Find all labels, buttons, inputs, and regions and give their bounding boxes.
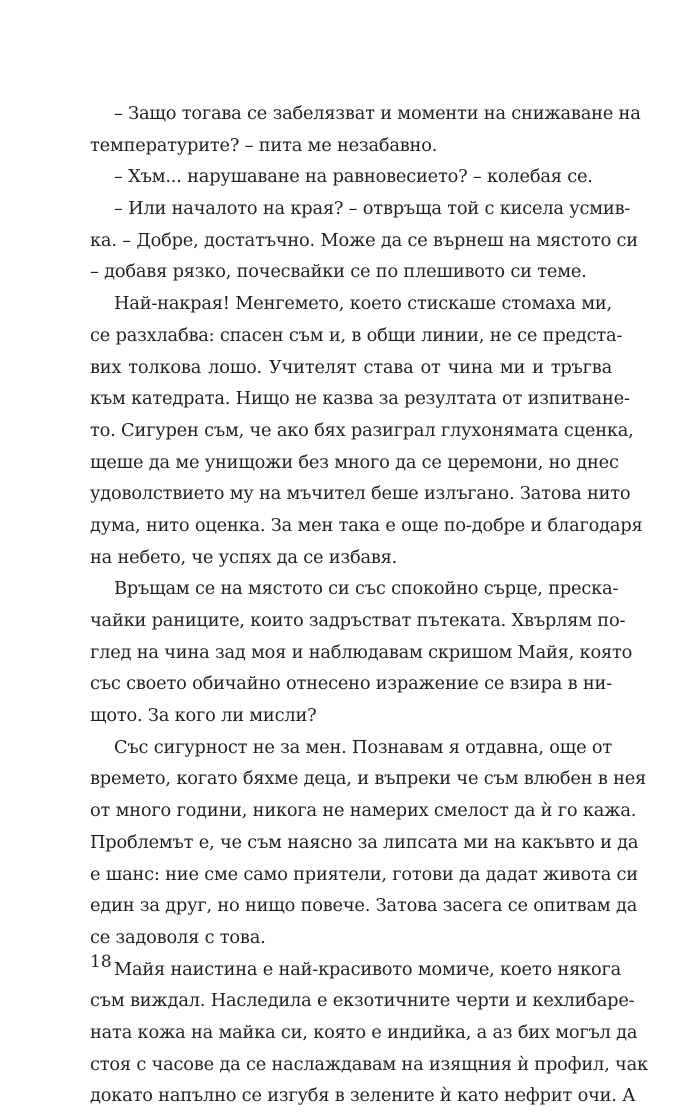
text-line: удоволствието му на мъчител беше излъгано. Затова нито — [90, 483, 631, 505]
text-line: със своето обичайно отнесено изражение се взира в ни- — [90, 673, 612, 695]
text-line: то. Сигурен съм, че ако бях разиграл глухонямата сценка, — [90, 419, 634, 441]
text-line: е шанс: ние сме само приятели, готови да дадат живота си — [90, 863, 638, 885]
text-line: Майя наистина е най-красивото момиче, което някога — [114, 958, 622, 980]
text-line: един за друг, но нищо повече. Затова засега се опитвам да — [90, 895, 638, 917]
text-line: глед на чина зад моя и наблюдавам скришом Майя, която — [90, 641, 633, 663]
text-line: вих толкова лошо. Учителят става от чина ми и тръгва — [90, 356, 612, 378]
text-line: – Или началото на края? – отвръща той с кисела усмив- — [114, 198, 631, 220]
text-line: на небето, че успях да се избавя. — [90, 546, 398, 568]
text-line: от много години, никога не намерих смелост да ѝ го кажа. — [90, 800, 637, 822]
body-text — [90, 98, 648, 1112]
text-line: – Хъм... нарушаване на равновесието? – колебая се. — [114, 166, 593, 188]
text-line: ка. – Добре, достатъчно. Може да се върнеш на мястото си — [90, 229, 638, 251]
text-line: стоя с часове да се наслаждавам на изящния ѝ профил, чак — [90, 1053, 648, 1075]
text-line: Връщам се на мястото си със спокойно сърце, преска- — [114, 578, 619, 600]
page-number: 18 — [90, 952, 112, 972]
text-line: – Защо тогава се забелязват и моменти на снижаване на — [114, 103, 641, 124]
text-line: чайки раниците, които задръстват пътеката. Хвърлям по- — [90, 610, 626, 631]
text-line: Със сигурност не за мен. Познавам я отдавна, още от — [114, 736, 612, 758]
text-line: ната кожа на майка си, която е индийка, а аз бих могъл да — [90, 1021, 638, 1043]
text-line: температурите? – пита ме незабавно. — [90, 134, 438, 156]
text-line: дума, нито оценка. За мен така е още по-добре и благодаря — [90, 514, 643, 536]
text-line: към катедрата. Нищо не казва за резултата от изпитване- — [90, 388, 630, 410]
text-line: – добавя рязко, почесвайки се по плешивото си теме. — [90, 261, 587, 283]
text-line: се задоволя с това. — [90, 926, 266, 948]
text-line: щото. За кого ли мисли? — [90, 705, 317, 727]
text-line: съм виждал. Наследила е екзотичните черти и кехлибаре- — [90, 990, 635, 1012]
text-line: времето, когато бяхме деца, и въпреки че съм влюбен в нея — [90, 768, 647, 790]
text-line: Проблемът е, че съм наясно за липсата ми на какъвто и да — [90, 831, 639, 853]
text-line: докато напълно се изгубя в зелените ѝ като нефрит очи. А — [90, 1085, 636, 1107]
text-line: се разхлабва: спасен съм и, в общи линии, не се предста- — [90, 324, 623, 346]
text-line: Най-накрая! Менгемето, което стискаше стомаха ми, — [114, 293, 612, 315]
text-line: щеше да ме унищожи без много да се церемони, но днес — [90, 451, 619, 473]
